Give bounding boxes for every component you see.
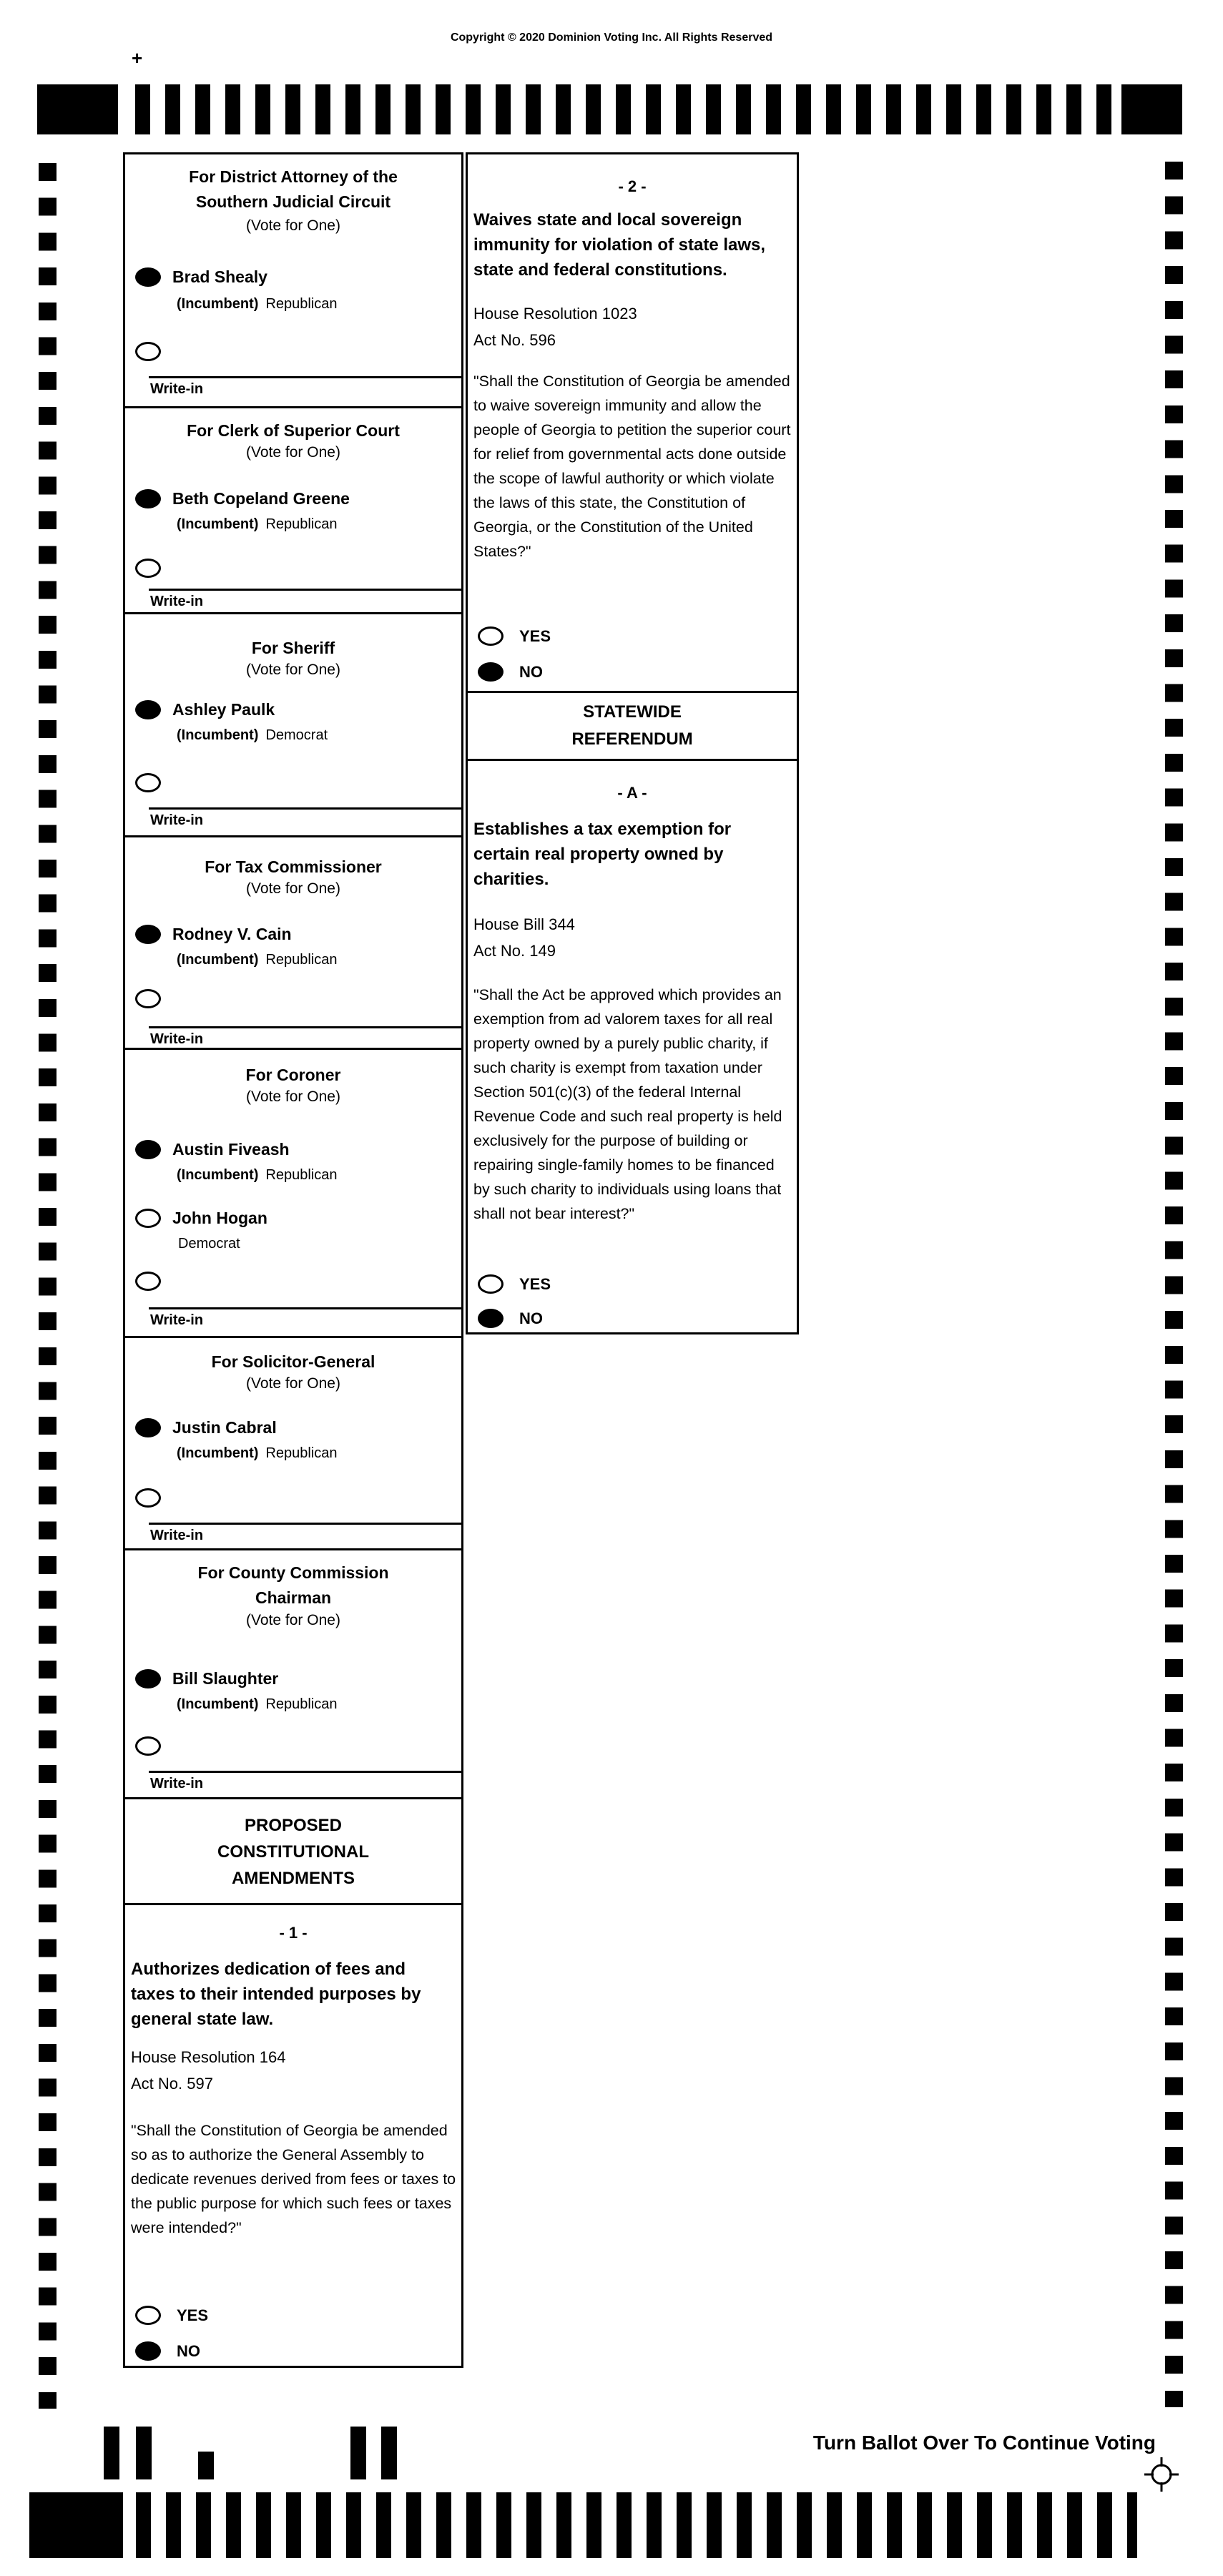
contest-county-commission-chairman (125, 1548, 461, 1797)
no-label: NO (519, 662, 543, 681)
contest-sheriff (125, 612, 461, 835)
contest-clerk-superior-court (125, 406, 461, 612)
ballot-code-bar (136, 2427, 152, 2479)
party-label: (Incumbent) Republican (177, 1445, 338, 1461)
measure-number: - 1 - (279, 1924, 308, 1942)
write-in-oval[interactable] (135, 1736, 161, 1756)
no-oval[interactable] (478, 662, 504, 682)
vote-for-one-label: (Vote for One) (246, 1612, 340, 1628)
vote-for-one-label: (Vote for One) (246, 444, 340, 461)
oval-john-hogan[interactable] (135, 1209, 161, 1228)
write-in-oval[interactable] (135, 559, 161, 578)
write-in-oval[interactable] (135, 773, 161, 792)
write-in-area[interactable] (149, 1771, 461, 1792)
contest-title: For Clerk of Superior Court (187, 421, 400, 440)
oval-bill-slaughter[interactable] (135, 1669, 161, 1688)
write-in-label: Write-in (150, 1776, 204, 1791)
oval-ashley-paulk[interactable] (135, 700, 161, 719)
party-label: (Incumbent) Republican (177, 1167, 338, 1183)
ballot-code-number: 35 (380, 2446, 392, 2458)
write-in-area[interactable] (149, 1523, 461, 1544)
write-in-area[interactable] (149, 807, 461, 829)
vote-for-one-label: (Vote for One) (246, 217, 340, 234)
write-in-area[interactable] (149, 1307, 461, 1329)
write-in-label: Write-in (150, 1528, 204, 1543)
plus-registration-mark: + (132, 47, 143, 69)
oval-brad-shealy[interactable] (135, 267, 161, 287)
write-in-label: Write-in (150, 812, 204, 828)
write-in-area[interactable] (149, 589, 461, 610)
ballot-left-column (123, 152, 463, 2368)
ballot-code-bar (104, 2427, 119, 2479)
timing-marks-top (135, 84, 1119, 134)
yes-oval[interactable] (135, 2306, 161, 2325)
candidate-name: Rodney V. Cain (172, 925, 292, 943)
measure-number: - A - (617, 784, 647, 802)
candidate-name: John Hogan (172, 1209, 267, 1227)
measure-question: "Shall the Constitution of Georgia be amended so as to authorize the General Assembly to dedicate revenues derived from fees or taxes to the public purpose for which such fees or taxes were intended?" (131, 2122, 456, 2236)
yes-oval[interactable] (478, 626, 504, 646)
candidate-name: Ashley Paulk (172, 700, 275, 719)
amendments-header (125, 1797, 461, 1903)
ballot-code-bar (350, 2427, 366, 2479)
write-in-label: Write-in (150, 381, 204, 397)
timing-marks-left (39, 163, 57, 2409)
timing-block-bottom-left (29, 2492, 123, 2558)
measure-references: House Resolution 1023 Act No. 596 (473, 305, 637, 349)
write-in-oval[interactable] (135, 1488, 161, 1508)
referendum-header (468, 691, 797, 759)
candidate-name: Beth Copeland Greene (172, 489, 350, 508)
candidate-name: Bill Slaughter (172, 1669, 279, 1688)
timing-marks-right (1165, 162, 1183, 2407)
contest-district-attorney (125, 154, 461, 406)
measure-summary: Establishes a tax exemption for certain real property owned by charities. (473, 820, 732, 889)
write-in-label: Write-in (150, 1031, 204, 1047)
turn-ballot-over-text: Turn Ballot Over To Continue Voting (812, 2432, 1156, 2454)
write-in-oval[interactable] (135, 1272, 161, 1291)
yes-oval[interactable] (478, 1274, 504, 1294)
party-label: (Incumbent) Democrat (177, 727, 328, 743)
timing-marks-bottom (136, 2492, 1137, 2558)
oval-rodney-v-cain[interactable] (135, 925, 161, 944)
no-oval[interactable] (135, 2341, 161, 2361)
measure-2 (468, 154, 797, 691)
no-label: NO (519, 1309, 543, 1327)
ballot-right-column (466, 152, 799, 1334)
oval-austin-fiveash[interactable] (135, 1140, 161, 1159)
yes-label: YES (519, 626, 551, 645)
contest-coroner (125, 1048, 461, 1336)
yes-label: YES (177, 2306, 209, 2324)
measure-1 (125, 1903, 461, 2366)
write-in-oval[interactable] (135, 342, 161, 361)
copyright-text: Copyright © 2020 Dominion Voting Inc. All Rights Reserved (450, 31, 773, 44)
candidate-name: Austin Fiveash (172, 1140, 290, 1159)
measure-a (468, 759, 797, 1337)
write-in-oval[interactable] (135, 989, 161, 1008)
vote-for-one-label: (Vote for One) (246, 1375, 340, 1392)
party-label: (Incumbent) Republican (177, 296, 338, 312)
contest-solicitor-general (125, 1336, 461, 1548)
party-label: Democrat (178, 1236, 240, 1252)
measure-number: - 2 - (618, 177, 647, 195)
vote-for-one-label: (Vote for One) (246, 662, 340, 678)
yes-label: YES (519, 1274, 551, 1293)
amendments-header-text: PROPOSED CONSTITUTIONAL AMENDMENTS (217, 1816, 369, 1888)
candidate-name: Brad Shealy (172, 267, 267, 286)
write-in-label: Write-in (150, 1312, 204, 1328)
measure-question: "Shall the Act be approved which provides an exemption from ad valorem taxes for all real property owned by a purely public charity, if such charity is exempt from taxation under Section 501(c)(3) of the federal Internal Revenue Code and such real property is held exclusively for the purpose of building or repairing single-family homes to be financed by such charity to individuals using loans that shall not bear interest?" (473, 986, 782, 1222)
measure-summary: Authorizes dedication of fees and taxes to their intended purposes by general state law. (131, 1960, 421, 2029)
measure-references: House Bill 344 Act No. 149 (473, 915, 575, 960)
ballot-code-bar (198, 2452, 214, 2479)
no-oval[interactable] (478, 1309, 504, 1328)
oval-justin-cabral[interactable] (135, 1418, 161, 1437)
contest-title: For Sheriff (251, 639, 335, 657)
contest-title: For District Attorney of the Southern Judicial Circuit (189, 167, 398, 211)
contest-tax-commissioner (125, 835, 461, 1048)
vote-for-one-label: (Vote for One) (246, 1088, 340, 1105)
timing-block-top-right (1121, 84, 1182, 134)
write-in-label: Write-in (150, 594, 204, 609)
registration-crosshair-icon (1143, 2456, 1180, 2497)
party-label: (Incumbent) Republican (177, 952, 338, 968)
measure-summary: Waives state and local sovereign immunity for violation of state laws, state and federal constitutions. (473, 210, 766, 280)
write-in-area[interactable] (149, 1026, 461, 1048)
oval-beth-copeland-greene[interactable] (135, 489, 161, 508)
vote-for-one-label: (Vote for One) (246, 880, 340, 897)
no-label: NO (177, 2341, 200, 2360)
measure-references: House Resolution 164 Act No. 597 (131, 2048, 286, 2093)
write-in-area[interactable] (149, 376, 461, 398)
contest-title: For Tax Commissioner (205, 857, 382, 876)
timing-block-top-left (37, 84, 118, 134)
referendum-header-text: STATEWIDE REFERENDUM (571, 702, 693, 749)
measure-question: "Shall the Constitution of Georgia be amended to waive sovereign immunity and allow the people of Georgia to petition the superior court for relief from governmental acts done outside the scope of lawful authority or which violate the laws of this state, the Constitution of Georgia, or the Constitution of the United States?" (473, 373, 791, 560)
party-label: (Incumbent) Republican (177, 1696, 338, 1712)
candidate-name: Justin Cabral (172, 1418, 277, 1437)
contest-title: For Coroner (245, 1066, 341, 1084)
contest-title: For Solicitor-General (211, 1352, 375, 1371)
party-label: (Incumbent) Republican (177, 516, 338, 532)
contest-title: For County Commission Chairman (197, 1563, 389, 1607)
